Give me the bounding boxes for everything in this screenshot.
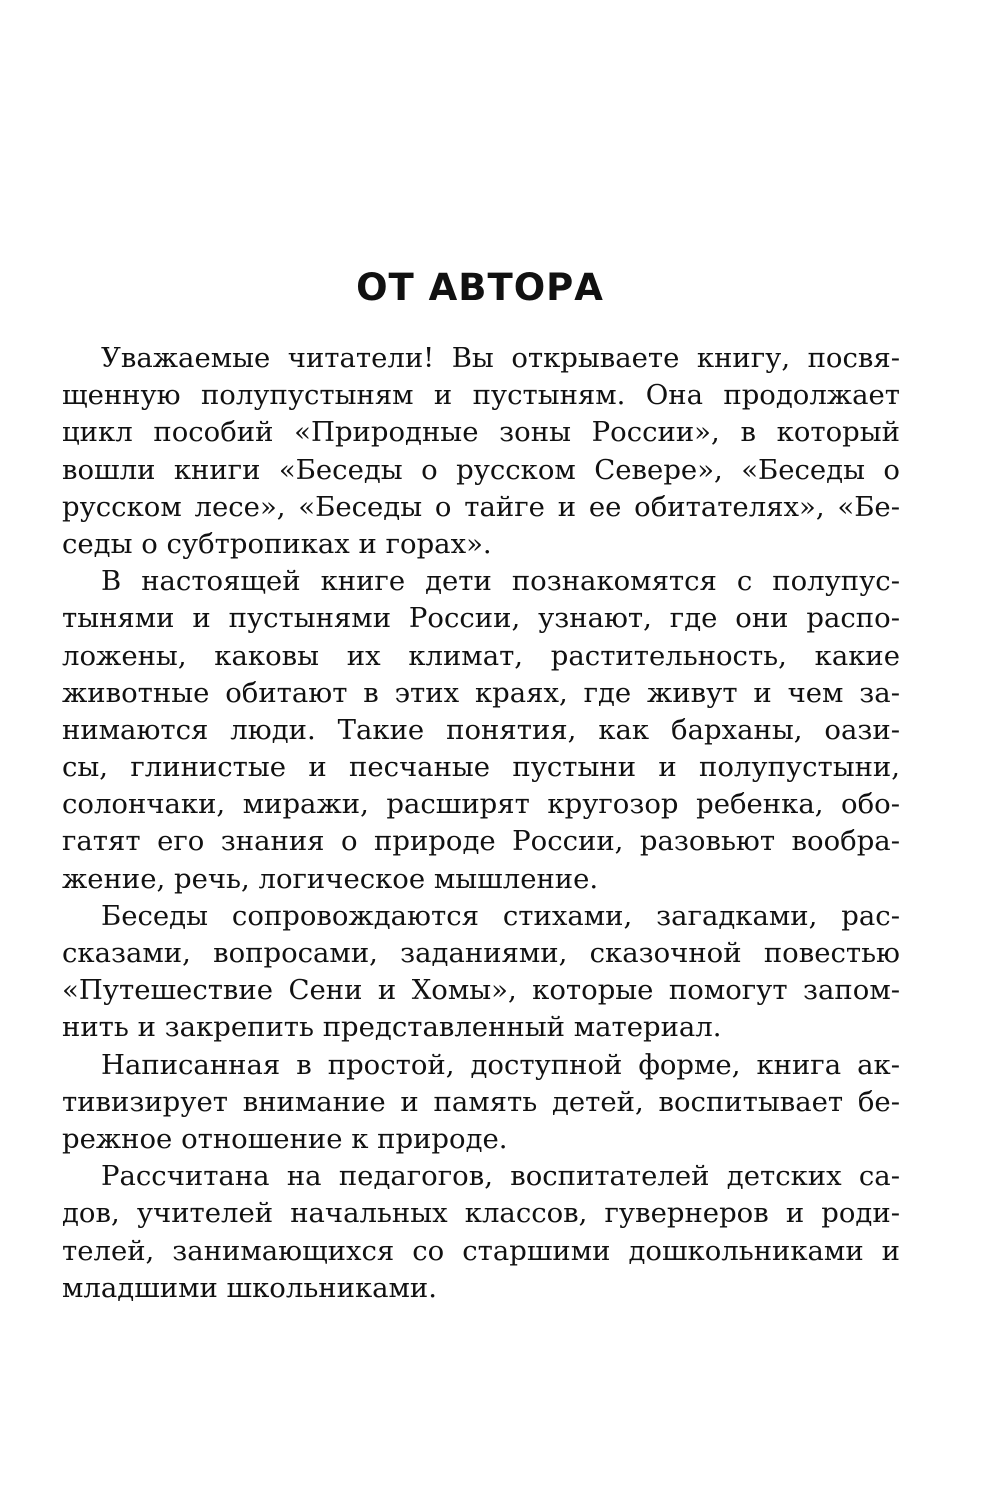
text-line: Написанная в простой, доступной форме, книга ак-: [101, 1048, 900, 1081]
paragraph-content: [62, 563, 900, 898]
text-line: жение, речь, логическое мышление.: [62, 862, 599, 895]
text-line: нимаются люди. Такие понятия, как барханы, оази-: [62, 713, 900, 746]
text-line: режное отношение к природе.: [62, 1122, 508, 1155]
text-line: животные обитают в этих краях, где живут и чем за-: [62, 676, 900, 709]
text-line: В настоящей книге дети познакомятся с полупус-: [101, 565, 900, 598]
paragraph-format: [62, 898, 900, 1047]
text-line: «Путешествие Сени и Хомы», которые помогут запом-: [62, 974, 900, 1007]
text-line: сказами, вопросами, заданиями, сказочной повестью: [62, 937, 900, 969]
text-line: тивизирует внимание и память детей, воспитывает бе-: [62, 1085, 900, 1118]
text-line: дов, учителей начальных классов, гувернеров и роди-: [62, 1197, 900, 1230]
text-line: ложены, каковы их климат, растительность, какие: [62, 639, 900, 672]
text-line: сы, глинистые и песчаные пустыни и полупустыни,: [62, 751, 900, 784]
text-line: цикл пособий «Природные зоны России», в который: [62, 416, 900, 449]
text-line: Беседы сопровождаются стихами, загадками, рас-: [101, 899, 900, 932]
paragraph-intro: [62, 340, 900, 563]
text-line: солончаки, миражи, расширят кругозор ребенка, обо-: [62, 788, 900, 821]
page-title: ОТ АВТОРА: [356, 266, 604, 309]
text-line: щенную полупустыням и пустыням. Она продолжает: [62, 379, 900, 412]
text-line: Рассчитана на педагогов, воспитателей детских са-: [101, 1160, 900, 1193]
paragraph-audience: [62, 1158, 900, 1307]
text-line: гатят его знания о природе России, разовьют вообра-: [62, 825, 900, 858]
text-line: телей, занимающихся со старшими дошкольниками и: [62, 1234, 900, 1267]
text-line: младшими школьниками.: [62, 1271, 437, 1304]
text-line: седы о субтропиках и горах».: [62, 527, 492, 560]
text-line: тынями и пустынями России, узнают, где они распо-: [62, 602, 900, 635]
text-line: вошли книги «Беседы о русском Севере», «Беседы о: [62, 453, 900, 486]
text-line: нить и закрепить представленный материал.: [62, 1011, 722, 1044]
author-foreword: [62, 340, 900, 1307]
text-line: Уважаемые читатели! Вы открываете книгу, посвя-: [101, 342, 900, 374]
paragraph-style: [62, 1047, 900, 1159]
text-line: русском лесе», «Беседы о тайге и ее обитателях», «Бе-: [62, 490, 900, 523]
